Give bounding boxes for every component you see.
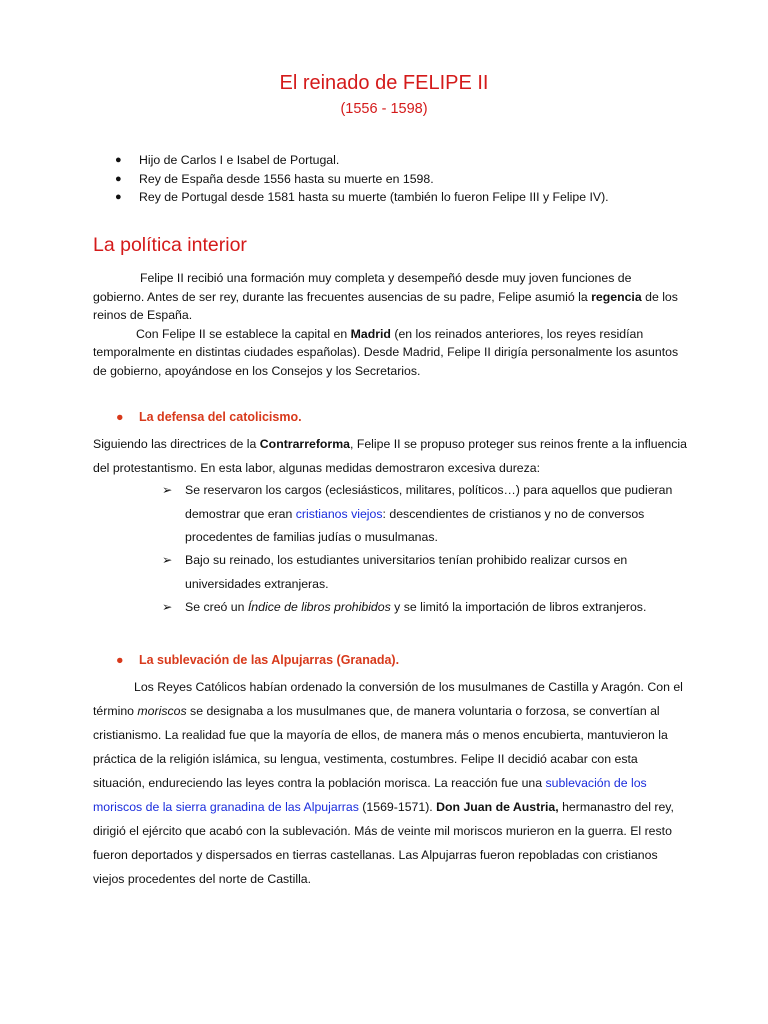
item-line (185, 503, 705, 527)
item-line: Bajo su reinado, los estudiantes universitarios tenían prohibido realizar cursos en (185, 553, 628, 567)
subheading-text: La defensa del catolicismo. (139, 410, 302, 424)
paragraph-line (93, 699, 703, 723)
paragraph-line: Los Reyes Católicos habían ordenado la conversión de los musulmanes de Castilla y Aragón. Con el (134, 680, 683, 694)
paragraph-line: de gobierno, apoyándose en los Consejos y los Secretarios. (93, 363, 421, 378)
arrow-bullet-icon: ➢ (162, 483, 173, 497)
bold-term-madrid: Madrid (350, 326, 391, 341)
text-run: (en los reinados anteriores, los reyes residían (390, 326, 644, 341)
bullet-icon: ● (115, 154, 122, 166)
summary-bullet-list (0, 151, 768, 207)
bullet-icon: ● (116, 410, 124, 424)
paragraph-line (93, 432, 703, 456)
list-item-text (185, 549, 705, 596)
bullet-text: Rey de España desde 1556 hasta su muerte en 1598. (139, 171, 434, 186)
paragraph-line: viejos procedentes del norte de Castilla. (93, 872, 312, 886)
text-run: Siguiendo las directrices de la (93, 437, 260, 451)
subheading-text: La sublevación de las Alpujarras (Granada). (139, 653, 400, 667)
paragraph-line (93, 795, 703, 819)
bullet-text: Hijo de Carlos I e Isabel de Portugal. (139, 153, 340, 167)
list-item (0, 151, 768, 170)
paragraph-line: del protestantismo. En esta labor, algunas medidas demostraron excesiva dureza: (93, 461, 541, 475)
paragraph-line (93, 325, 703, 344)
bullet-icon: ● (115, 191, 122, 203)
text-run: de los (641, 289, 678, 304)
bullet-icon: ● (115, 172, 122, 185)
bold-term-don-juan: Don Juan de Austria, (436, 800, 559, 814)
section-heading: La política interior (93, 234, 247, 256)
paragraph-line: dirigió el ejército que acabó con la sublevación. Más de veinte mil moriscos murieron en la guerra. El resto (93, 824, 672, 838)
subheading-catolicismo (0, 408, 768, 426)
paragraph-line (93, 771, 703, 795)
subheading-alpujarras (0, 651, 768, 669)
highlight-cristianos-viejos: cristianos viejos (295, 506, 383, 521)
paragraph-line: práctica de la religión islámica, su lengua, vestimenta, costumbres. Felipe II decidió acabar con esta (93, 752, 638, 766)
text-run: situación, endureciendo las leyes contra la población morisca. La reacción fue una (93, 776, 546, 790)
paragraph-line: temporalmente en distintas ciudades españolas). Desde Madrid, Felipe II dirigía personalmente los asuntos (93, 345, 679, 359)
paragraph-line (93, 288, 703, 307)
alpujarras-paragraph (93, 675, 703, 891)
text-run: se designaba a los musulmanes que, de manera voluntaria o forzosa, se convertían al (186, 704, 660, 718)
item-line: Se reservaron los cargos (eclesiásticos, militares, políticos…) para aquellos que pudieran (185, 483, 673, 497)
highlight-sublevacion: sublevación de los (545, 776, 647, 790)
arrow-bullet-icon: ➢ (162, 553, 173, 567)
item-line: procedentes de familias judías o musulmanas. (185, 530, 438, 544)
text-run: (1569-1571). (358, 800, 437, 814)
paragraph-line: Felipe II recibió una formación muy completa y desempeñó desde muy joven funciones de (140, 271, 632, 285)
document-subtitle: (1556 - 1598) (340, 101, 428, 117)
bold-term-regencia: regencia (591, 289, 642, 304)
text-run: Con Felipe II se establece la capital en (136, 326, 351, 341)
arrow-bullet-icon: ➢ (162, 600, 173, 614)
highlight-sublevacion-cont: moriscos de la sierra granadina de las Alpujarras (93, 800, 359, 814)
text-run: , Felipe II se propuso proteger sus reinos frente a la influencia (350, 437, 687, 451)
list-item-text (185, 479, 705, 550)
italic-term-indice: Índice de libros prohibidos (247, 600, 391, 614)
text-run: hermanastro del rey, (558, 800, 674, 814)
text-run: : descendientes de cristianos y no de conversos (382, 506, 645, 521)
text-run: y se limitó la importación de libros extranjeros. (390, 600, 647, 614)
text-run: gobierno. Antes de ser rey, durante las frecuentes ausencias de su padre, Felipe asumió la (93, 289, 592, 304)
bullet-text: Rey de Portugal desde 1581 hasta su muerte (también lo fueron Felipe III y Felipe IV). (139, 190, 609, 204)
paragraph-line: reinos de España. (93, 308, 193, 322)
bold-term-contrarreforma: Contrarreforma (259, 437, 350, 451)
item-line (185, 596, 705, 620)
bullet-icon: ● (116, 653, 124, 667)
catolicismo-paragraph (93, 432, 703, 480)
text-run: demostrar que eran (185, 506, 296, 521)
list-item-text (185, 596, 705, 620)
paragraph-line: fueron deportados y dispersados en tierras castellanas. Las Alpujarras fueron repobladas con cristianos (93, 848, 658, 862)
intro-paragraph (93, 269, 703, 380)
italic-term-moriscos: moriscos (137, 704, 187, 718)
text-run: Se creó un (185, 600, 248, 614)
list-item (0, 170, 768, 189)
paragraph-line: cristianismo. La realidad fue que la mayoría de ellos, de manera más o menos encubierta, mantuvieron la (93, 728, 668, 742)
document-title: El reinado de FELIPE II (279, 72, 489, 94)
list-item (0, 188, 768, 207)
text-run: término (93, 704, 138, 718)
item-line: universidades extranjeras. (185, 576, 329, 591)
